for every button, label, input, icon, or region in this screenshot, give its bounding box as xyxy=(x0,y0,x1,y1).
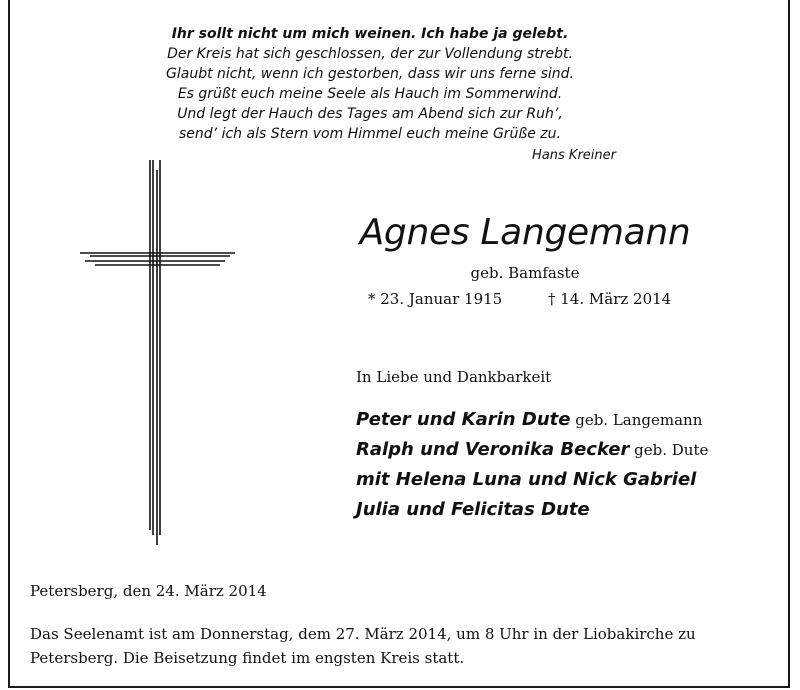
place-date: Petersberg, den 24. März 2014 xyxy=(30,582,267,600)
mourner-names: mit Helena Luna und Nick Gabriel xyxy=(356,469,697,490)
poem-line: Es grüßt euch meine Seele als Hauch im Sommerwind. xyxy=(177,86,563,102)
mourner-names: Peter und Karin Dute xyxy=(356,409,571,430)
deceased-name: Agnes Langemann xyxy=(359,212,691,253)
poem-author: Hans Kreiner xyxy=(532,148,616,163)
mourners-list xyxy=(356,405,708,525)
birth-name: geb. Bamfaste xyxy=(470,264,580,282)
mourner-note: geb. Langemann xyxy=(570,411,703,429)
cross-icon xyxy=(80,160,240,554)
list-item xyxy=(356,495,708,525)
list-item xyxy=(356,405,708,435)
death-date: † 14. März 2014 xyxy=(548,290,672,308)
birth-date: * 23. Januar 1915 xyxy=(368,290,503,308)
mourner-note: geb. Dute xyxy=(629,441,709,459)
poem xyxy=(120,24,620,144)
poem-line: Und legt der Hauch des Tages am Abend sich zur Ruh’, xyxy=(177,106,563,122)
poem-line: Der Kreis hat sich geschlossen, der zur Vollendung strebt. xyxy=(167,46,573,62)
funeral-announcement: Das Seelenamt ist am Donnerstag, dem 27. März 2014, um 8 Uhr in der Liobakirche zu Petersberg. Die Beisetzung findet im engsten Kreis statt. xyxy=(30,625,696,667)
poem-line: Glaubt nicht, wenn ich gestorben, dass wir uns ferne sind. xyxy=(166,66,574,82)
list-item xyxy=(356,435,708,465)
poem-line: Ihr sollt nicht um mich weinen. Ich habe ja gelebt. xyxy=(171,26,569,42)
list-item xyxy=(356,465,708,495)
poem-line: send’ ich als Stern vom Himmel euch meine Grüße zu. xyxy=(179,126,561,142)
mourner-names: Ralph und Veronika Becker xyxy=(356,439,630,460)
mourners-intro: In Liebe und Dankbarkeit xyxy=(356,368,552,386)
mourner-names: Julia und Felicitas Dute xyxy=(356,499,590,520)
